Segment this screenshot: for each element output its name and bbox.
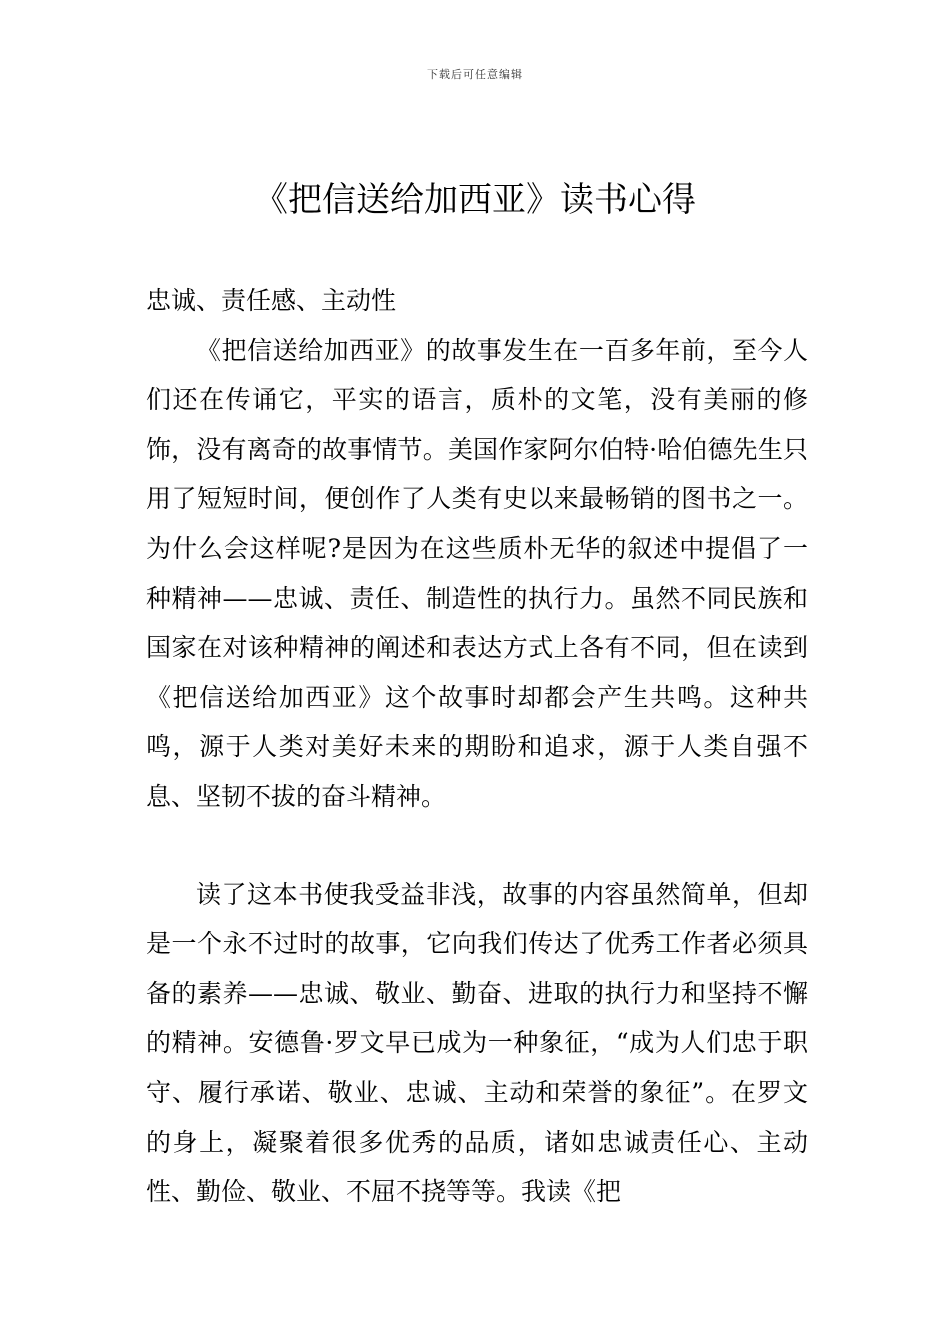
- paragraph-gap: [146, 822, 808, 870]
- document-title: 《把信送给加西亚》读书心得: [254, 180, 696, 220]
- document-subtitle: 忠诚、责任感、主动性: [146, 286, 397, 315]
- header-note: 下载后可任意编辑: [427, 68, 523, 81]
- paragraph-2: 读了这本书使我受益非浅，故事的内容虽然简单，但却是一个永不过时的故事，它向我们传达了优秀工作者必须具备的素养——忠诚、敬业、勤奋、进取的执行力和坚持不懈的精神。安德鲁·罗文早已成为一种象征，“成为人们忠于职守、履行承诺、敬业、忠诚、主动和荣誉的象征”。在罗文的身上，凝聚着很多优秀的品质，诸如忠诚责任心、主动性、勤俭、敬业、不屈不挠等等。我读《把: [146, 879, 808, 1207]
- document-body: [146, 276, 808, 1217]
- paragraph-1: 《把信送给加西亚》的故事发生在一百多年前，至今人们还在传诵它，平实的语言，质朴的文笔，没有美丽的修饰，没有离奇的故事情节。美国作家阿尔伯特·哈伯德先生只用了短短时间，便创作了人类有史以来最畅销的图书之一。为什么会这样呢?是因为在这些质朴无华的叙述中提倡了一种精神——忠诚、责任、制造性的执行力。虽然不同民族和国家在对该种精神的阐述和表达方式上各有不同，但在读到《把信送给加西亚》这个故事时却都会产生共鸣。这种共鸣，源于人类对美好未来的期盼和追求，源于人类自强不息、坚韧不拔的奋斗精神。: [146, 335, 808, 811]
